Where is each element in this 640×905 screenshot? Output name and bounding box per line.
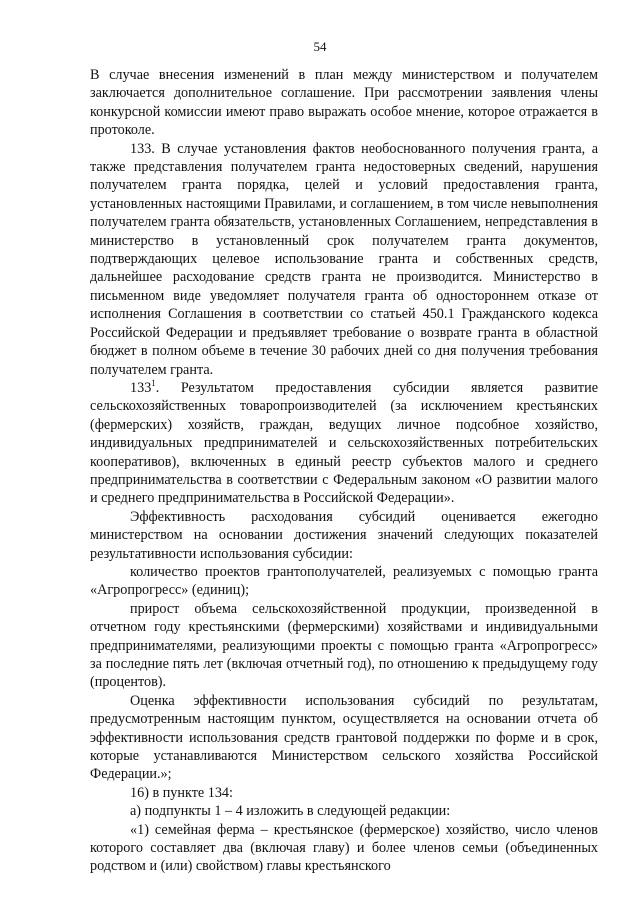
paragraph-indicator-growth: прирост объема сельскохозяйственной продукции, произведенной в отчетном году крестьянскими (фермерскими) хозяйствами и индивидуальными предпринимателями, реализующими проекты с помощью гранта «Агропрогресс» за последние пять лет (включая отчетный год), по отношению к предыдущему году (процентов). xyxy=(90,600,598,691)
paragraph-133-1 xyxy=(90,379,598,508)
paragraph-subitem-a: а) подпункты 1 – 4 изложить в следующей редакции: xyxy=(130,803,451,820)
paragraph-indicator-projects: количество проектов грантополучателей, реализуемых с помощью гранта «Агропрогресс» (единиц); xyxy=(90,563,598,599)
paragraph-number-superscript: 1 xyxy=(151,377,156,388)
paragraph-family-farm: «1) семейная ферма – крестьянское (фермерское) хозяйство, число членов которого составляет два (включая главу) и более членов семьи (объединенных родством и (или) свойством) главы крестьянского xyxy=(90,821,598,875)
paragraph-evaluation: Оценка эффективности использования субсидий по результатам, предусмотренным настоящим пунктом, осуществляется на основании отчета об эффективности использования средств грантовой поддержки по форме и в срок, которые устанавливаются Министерством сельского хозяйства Российской Федерации.»; xyxy=(90,692,598,783)
document-body xyxy=(90,66,598,876)
paragraph-plan-changes: В случае внесения изменений в план между министерством и получателем заключается дополнительное соглашение. При рассмотрении заявления члены конкурсной комиссии имеют право выражать особое мнение, которое отражается в протоколе. xyxy=(90,67,598,139)
paragraph-efficiency: Эффективность расходования субсидий оценивается ежегодно министерством на основании достижения значений следующих показателей результативности использования субсидии: xyxy=(90,508,598,562)
paragraph-number: 133 xyxy=(130,379,152,396)
paragraph-item-16: 16) в пункте 134: xyxy=(130,784,233,801)
page-number: 54 xyxy=(313,39,327,54)
paragraph-text: . Результатом предоставления субсидии является развитие сельскохозяйственных товаропроизводителей (за исключением крестьянских (фермерских) хозяйств, граждан, ведущих личное подсобное хозяйство, индивидуальных предпринимателей и сельскохозяйственных потребительских кооперативов), включенных в единый реестр субъектов малого и среднего предпринимательства в соответствии с Федеральным законом «О развитии малого и среднего предпринимательства в Российской Федерации». xyxy=(90,379,598,507)
paragraph-133: 133. В случае установления фактов необоснованного получения гранта, а также представления получателем гранта недостоверных сведений, нарушения получателем гранта порядка, целей и условий предоставления гранта, установленных настоящими Правилами, и соглашением, в том числе невыполнения получателем гранта обязательств, установленных Соглашением, непредставления в министерство в установленный срок получателем гранта документов, подтверждающих целевое использование гранта и собственных средств, дальнейшее расходование средств гранта не производится. Министерство в письменном виде уведомляет получателя гранта об одностороннем отказе от исполнения Соглашения в соответствии со статьей 450.1 Гражданского кодекса Российской Федерации и предъявляет требование о возврате гранта в областной бюджет в полном объеме в течение 30 рабочих дней со дня получения требования получателем гранта. xyxy=(90,140,598,378)
